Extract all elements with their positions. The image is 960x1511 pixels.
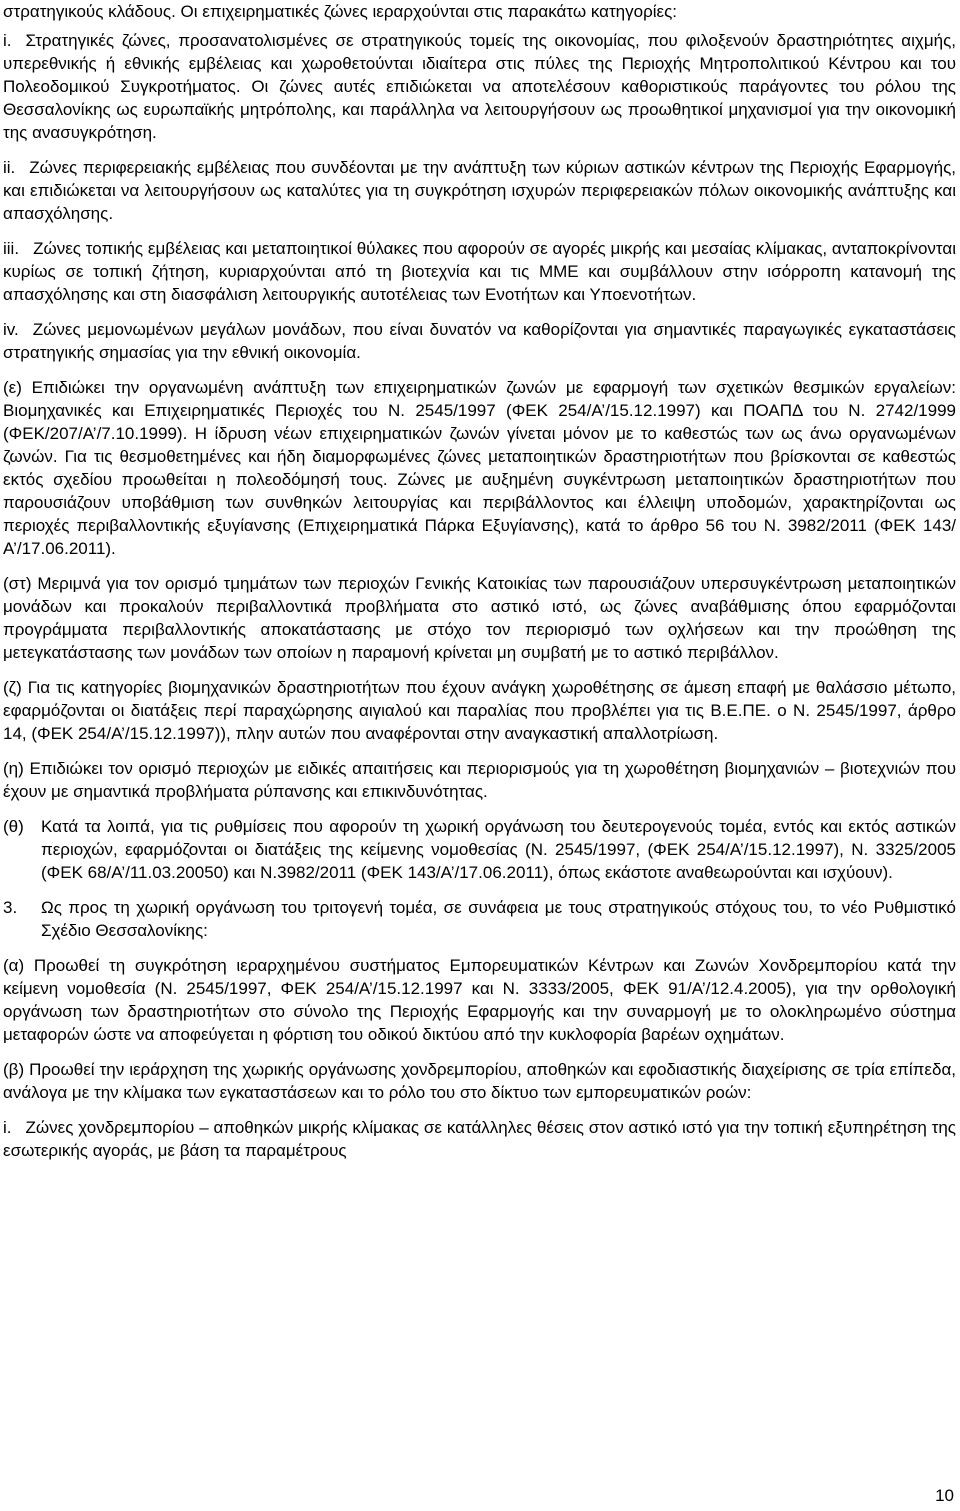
paragraph-a: (α) Προωθεί τη συγκρότηση ιεραρχημένου συστήματος Εμπορευματικών Κέντρων και Ζωνών Χονδρεμπορίου κατά την κείμενη νομοθεσία (Ν. 2545/1997, ΦΕΚ 254/Α’/15.12.1997 και Ν. 3333/2005, ΦΕΚ 91/Α’/12.4.2005), για την ορθολογική οργάνωση των δραστηριοτήτων στο σύνολο της Περιοχής Εφαρμογής και την συναρμογή με το ολοκληρωμένο σύστημα μεταφορών ώστε να αποφεύγεται η φόρτιση του οδικού δικτύου από την κυκλοφορία βαρέων οχημάτων. [3, 956, 956, 1044]
intro-paragraph: στρατηγικούς κλάδους. Οι επιχειρηματικές ζώνες ιεραρχούνται στις παρακάτω κατηγορίες: [3, 2, 678, 21]
zone-item-iii [3, 237, 956, 306]
zone-number: iv. [3, 320, 19, 339]
zone-text: Ζώνες τοπικής εμβέλειας και μεταποιητικοί θύλακες που αφορούν σε αγορές μικρής και μεσαίας κλίμακας, ανταποκρίνονται κυρίως σε τοπική ζήτηση, κυριαρχούνται από τη βιοτεχνία και τις ΜΜΕ και συμβάλλουν στην ισόρροπη κατανομή της απασχόλησης και στη διασφάλιση λειτουργικής αυτοτέλειας των Ενοτήτων και Υποενοτήτων. [3, 239, 956, 304]
zone-text: Ζώνες μεμονωμένων μεγάλων μονάδων, που είναι δυνατόν να καθορίζονται για σημαντικές παραγωγικές εγκαταστάσεις στρατηγικής σημασίας για την εθνική οικονομία. [3, 320, 956, 362]
paragraph-e: (ε) Επιδιώκει την οργανωμένη ανάπτυξη των επιχειρηματικών ζωνών με εφαρμογή των σχετικών θεσμικών εργαλείων: Βιομηχανικές και Επιχειρηματικές Περιοχές του Ν. 2545/1997 (ΦΕΚ 254/Α’/15.12.1997) και ΠΟΑΠΔ του Ν. 2742/1999 (ΦΕΚ/207/Α’/7.10.1999). Η ίδρυση νέων επιχειρηματικών ζωνών γίνεται μόνον με το καθεστώς των ως άνω οργανωμένων ζωνών. Για τις θεσμοθετημένες και ήδη διαμορφωμένες ζώνες μεταποιητικών δραστηριοτήτων που βρίσκονται σε καθεστώς εκτός σχεδίου προωθείται η πολεοδόμησή τους. Ζώνες με αυξημένη συγκέντρωση μεταποιητικών δραστηριοτήτων που παρουσιάζουν υποβάθμιση των συνθηκών λειτουργίας και περιβάλλοντος και έλλειψη υποδομών, χαρακτηρίζονται ως περιοχές περιβαλλοντικής εξυγίανσης (Επιχειρηματικά Πάρκα Εξυγίανσης), κατά το άρθρο 56 του Ν. 3982/2011 (ΦΕΚ 143/Α’/17.06.2011). [3, 378, 956, 558]
page-number: 10 [935, 1486, 954, 1505]
paragraph-th-text: Κατά τα λοιπά, για τις ρυθμίσεις που αφορούν τη χωρική οργάνωση του δευτερογενούς τομέα, εντός και εκτός αστικών περιοχών, εφαρμόζονται οι διατάξεις της κείμενης νομοθεσίας (Ν. 2545/1997, (ΦΕΚ 254/Α’/15.12.1997), Ν. 3325/2005 (ΦΕΚ 68/Α’/11.03.20050) και Ν.3982/2011 (ΦΕΚ 143/Α’/17.06.2011), όπως εκάστοτε αναθεωρούνται και ισχύουν). [41, 817, 956, 882]
zone-item-iv [3, 318, 956, 364]
paragraph-i: (η) Επιδιώκει τον ορισμό περιοχών με ειδικές απαιτήσεις και περιορισμούς για τη χωροθέτηση βιομηχανιών – βιοτεχνιών που έχουν με σημαντικά προβλήματα ρύπανσης και επικινδυνότητας. [3, 759, 956, 801]
zone-text: Στρατηγικές ζώνες, προσανατολισμένες σε στρατηγικούς τομείς της οικονομίας, που φιλοξενούν δραστηριότητες αιχμής, υπερεθνικής ή εθνικής εμβέλειας και χωροθετούνται ιδιαίτερα στις πύλες της Περιοχής Μητροπολιτικού Κέντρου και του Πολεοδομικού Συγκροτήματος. Οι ζώνες αυτές επιδιώκεται να αποτελέσουν καθοριστικούς παράγοντες του ρόλου της Θεσσαλονίκης ως ευρωπαϊκής μητρόπολης, και παράλληλα να λειτουργήσουν ως προωθητικοί μηχανισμοί για την οικονομική της ανασυγκρότηση. [3, 31, 956, 142]
section-3-number: 3. [3, 898, 18, 917]
last-list-item [3, 1116, 956, 1162]
paragraph-st: (στ) Μεριμνά για τον ορισμό τμημάτων των περιοχών Γενικής Κατοικίας των παρουσιάζουν υπερσυγκέντρωση μεταποιητικών μονάδων και προκαλούν περιβαλλοντικά προβλήματα στο αστικό ιστό, ως ζώνες αναβάθμισης όπου εφαρμόζονται προγράμματα περιβαλλοντικής αποκατάστασης με στόχο τον περιορισμό των οχλήσεων και την προώθηση της μετεγκατάστασης των μονάδων των οποίων η παραμονή κρίνεται μη συμβατή με το αστικό περιβάλλον. [3, 574, 956, 662]
zone-item-i [3, 29, 956, 144]
last-item-number: i. [3, 1118, 12, 1137]
document-body [3, 0, 956, 1174]
zone-item-ii [3, 156, 956, 225]
paragraph-b: (β) Προωθεί την ιεράρχηση της χωρικής οργάνωσης χονδρεμπορίου, αποθηκών και εφοδιαστικής διαχείρισης σε τρία επίπεδα, ανάλογα με την κλίμακα των εγκαταστάσεων και το ρόλο του στο δίκτυο των εμπορευματικών ροών: [3, 1060, 956, 1102]
paragraph-th [3, 815, 956, 884]
zone-number: i. [3, 31, 12, 50]
zone-text: Ζώνες περιφερειακής εμβέλειας που συνδέονται με την ανάπτυξη των κύριων αστικών κέντρων της Περιοχής Εφαρμογής, και επιδιώκεται να λειτουργήσουν ως καταλύτες για τη συγκρότηση ισχυρών περιφερειακών πόλων οικονομικής ανάπτυξης και απασχόλησης. [3, 158, 956, 223]
zone-number: iii. [3, 239, 20, 258]
last-item-text: Ζώνες χονδρεμπορίου – αποθηκών μικρής κλίμακας σε κατάλληλες θέσεις στον αστικό ιστό για την τοπική εξυπηρέτηση της εσωτερικής αγοράς, με βάση τα παραμέτρους [3, 1118, 956, 1160]
zone-number: ii. [3, 158, 16, 177]
section-3 [3, 896, 956, 942]
section-3-text: Ως προς τη χωρική οργάνωση του τριτογενή τομέα, σε συνάφεια με τους στρατηγικούς στόχους του, το νέο Ρυθμιστικό Σχέδιο Θεσσαλονίκης: [41, 898, 956, 940]
paragraph-z: (ζ) Για τις κατηγορίες βιομηχανικών δραστηριοτήτων που έχουν ανάγκη χωροθέτησης σε άμεση επαφή με θαλάσσιο μέτωπο, εφαρμόζονται οι διατάξεις περί παραχώρησης αιγιαλού και παραλίας που προβλέπει για τις Β.Ε.ΠΕ. ο Ν. 2545/1997, άρθρο 14, (ΦΕΚ 254/Α’/15.12.1997)), πλην αυτών που αναφέρονται στην αναγκαστική απαλλοτρίωση. [3, 678, 956, 743]
paragraph-th-label: (θ) [3, 817, 24, 836]
